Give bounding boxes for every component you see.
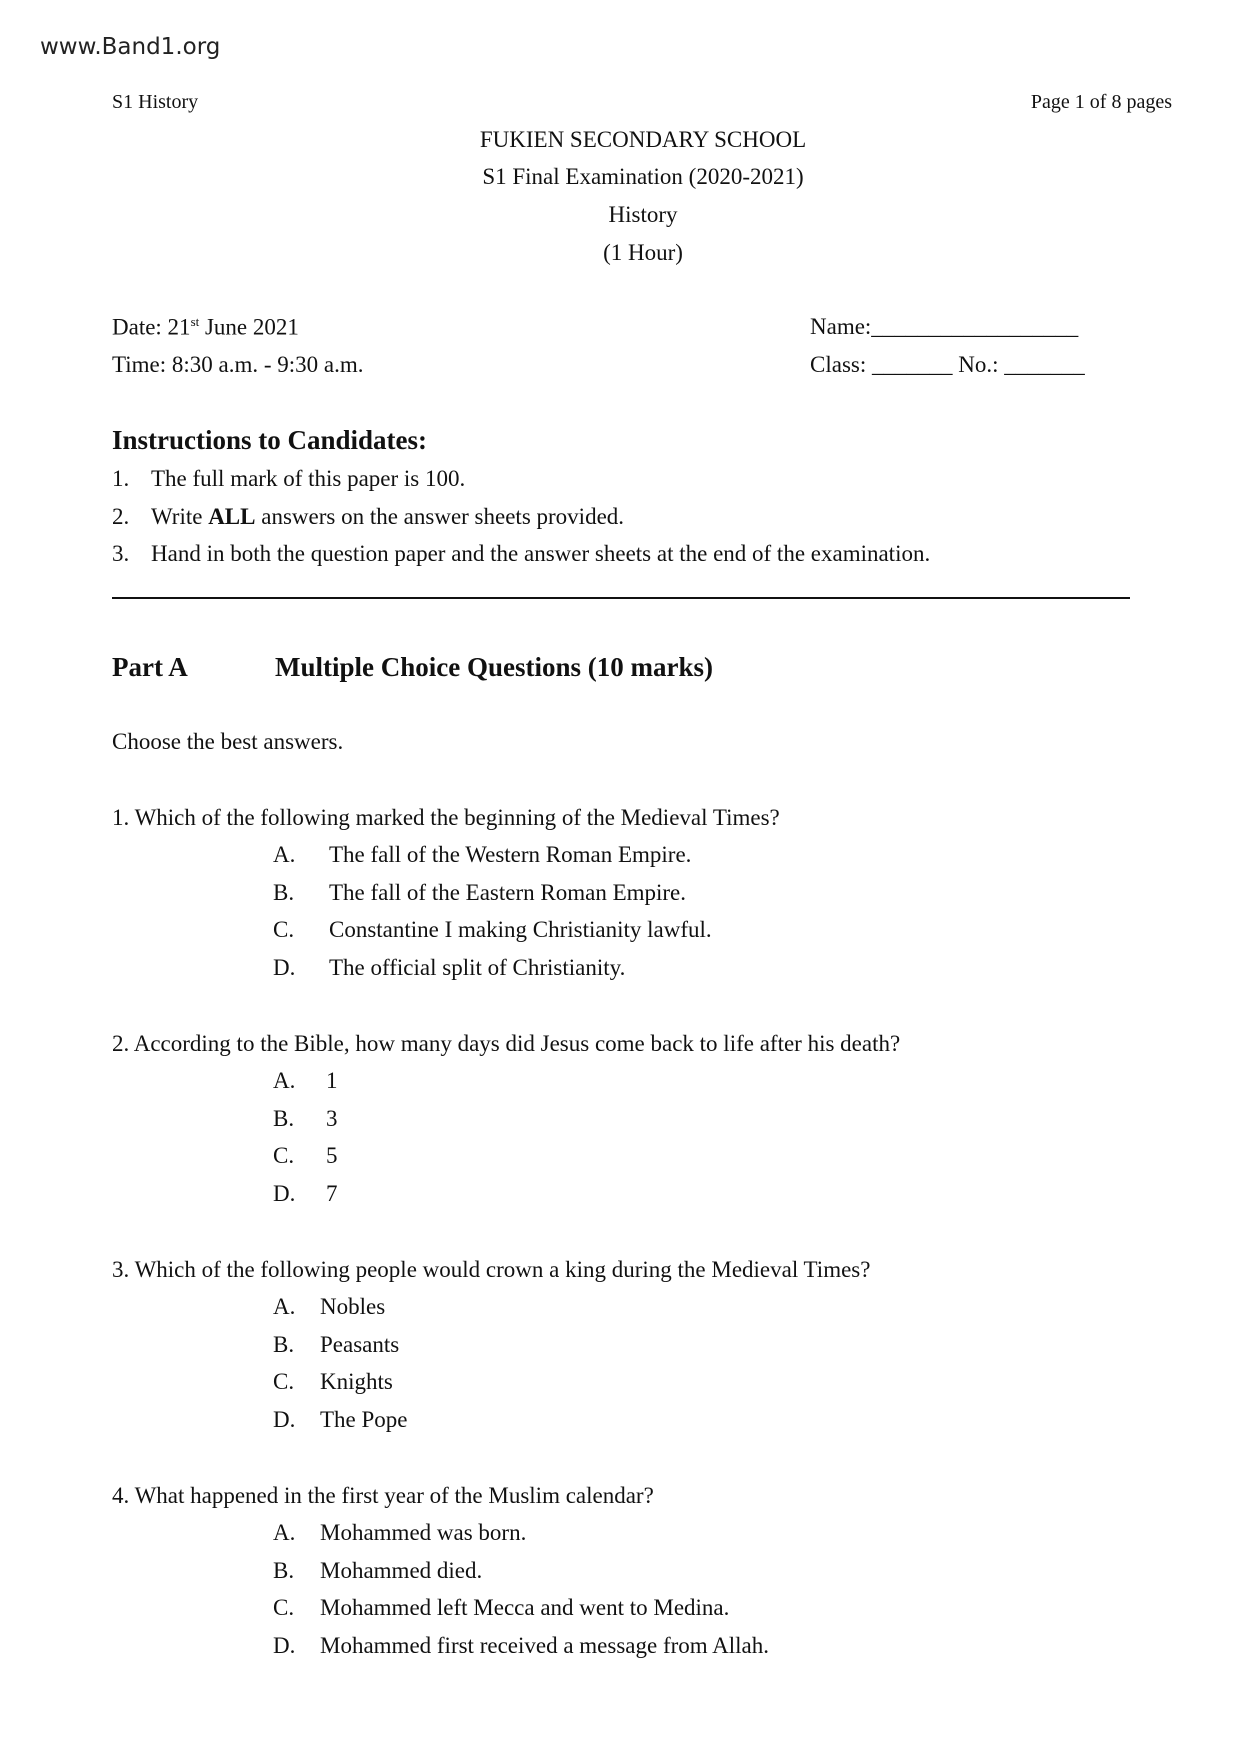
option-letter: C. [273, 1595, 295, 1621]
name-field: Name:__________________ [810, 314, 1079, 339]
question-2: 2. According to the Bible, how many days did Jesus come back to life after his death? [112, 1031, 901, 1056]
option-letter: D. [273, 1181, 296, 1207]
page-number: Page 1 of 8 pages [1030, 91, 1172, 113]
option-letter: B. [273, 1557, 295, 1583]
option-letter: C. [273, 1369, 295, 1395]
option-letter: A. [273, 842, 296, 867]
duration: (1 Hour) [603, 240, 683, 265]
class-number-field: Class: _______ No.: _______ [810, 352, 1085, 377]
option-letter: C. [273, 1143, 295, 1169]
header-subject: S1 History [112, 91, 199, 113]
option-text: Mohammed died. [320, 1557, 483, 1583]
option-text: Nobles [320, 1294, 386, 1319]
watermark: www.Band1.org [40, 34, 221, 60]
instruction-item: 3. Hand in both the question paper and the answer sheets at the end of the examination. [112, 541, 931, 566]
option-letter: D. [273, 1633, 296, 1659]
exam-time: Time: 8:30 a.m. - 9:30 a.m. [112, 352, 364, 377]
option-letter: A. [273, 1068, 296, 1093]
option-text: The Pope [320, 1407, 408, 1433]
subject-title: History [608, 202, 678, 227]
part-direction: Choose the best answers. [112, 729, 344, 754]
option-letter: B. [273, 879, 295, 905]
option-letter: B. [273, 1105, 295, 1131]
option-text: Knights [320, 1369, 393, 1395]
divider [112, 597, 1130, 599]
option-text: Mohammed left Mecca and went to Medina. [320, 1595, 730, 1621]
option-letter: B. [273, 1331, 295, 1357]
option-text: 7 [326, 1181, 338, 1207]
option-text: 3 [326, 1105, 338, 1131]
option-text: The fall of the Eastern Roman Empire. [329, 879, 687, 905]
exam-date: Date: 21st June 2021 [112, 314, 299, 340]
question-3: 3. Which of the following people would crown a king during the Medieval Times? [112, 1257, 871, 1282]
part-title: Multiple Choice Questions (10 marks) [275, 652, 713, 682]
option-text: Peasants [320, 1331, 400, 1357]
option-text: 5 [326, 1143, 338, 1169]
option-letter: D. [273, 955, 296, 981]
option-text: 1 [326, 1068, 338, 1093]
part-label: Part A [112, 652, 188, 682]
instruction-item: 2. Write ALL answers on the answer sheets provided. [112, 504, 625, 529]
option-text: The fall of the Western Roman Empire. [329, 842, 692, 867]
school-name: FUKIEN SECONDARY SCHOOL [479, 127, 807, 152]
option-letter: D. [273, 1407, 296, 1433]
instruction-item: 1. The full mark of this paper is 100. [112, 466, 466, 491]
instructions-heading: Instructions to Candidates: [112, 425, 428, 455]
option-letter: A. [273, 1520, 296, 1545]
question-1: 1. Which of the following marked the beginning of the Medieval Times? [112, 805, 780, 830]
question-4: 4. What happened in the first year of the Muslim calendar? [112, 1483, 654, 1508]
option-text: The official split of Christianity. [329, 955, 626, 981]
option-text: Mohammed was born. [320, 1520, 527, 1545]
option-letter: C. [273, 917, 295, 943]
exam-title: S1 Final Examination (2020-2021) [482, 164, 804, 189]
option-text: Constantine I making Christianity lawful. [329, 917, 712, 943]
option-text: Mohammed first received a message from Allah. [320, 1633, 769, 1659]
option-letter: A. [273, 1294, 296, 1319]
